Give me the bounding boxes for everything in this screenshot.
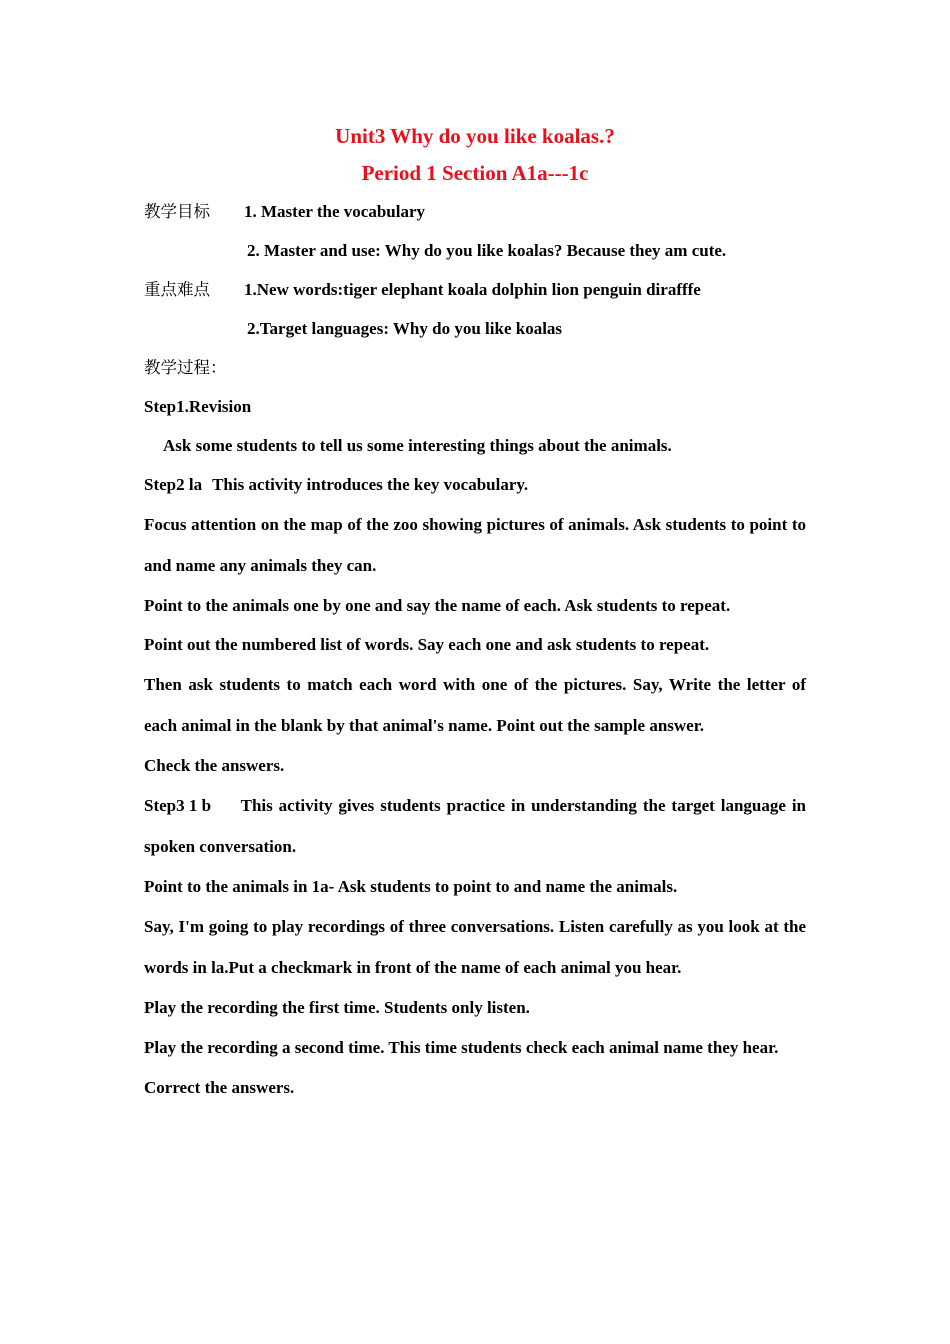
paragraph-numbered-list: Point out the numbered list of words. Say each one and ask students to repeat. <box>144 635 710 654</box>
objectives-row <box>144 192 806 231</box>
paragraph-second-time: Play the recording a second time. This time students check each animal name they hear. <box>144 1038 779 1057</box>
keypoint-2: 2.Target languages: Why do you like koalas <box>247 319 563 338</box>
process-row <box>144 348 806 387</box>
keypoints-label: 重点难点 <box>144 280 210 299</box>
paragraph-point-animals: Point to the animals one by one and say the name of each. Ask students to repeat. <box>144 596 731 615</box>
keypoint-1: 1.New words:tiger elephant koala dolphin lion penguin dirafffe <box>244 280 701 299</box>
paragraph-match-words: Then ask students to match each word with one of the pictures. Say, Write the letter of each animal in the blank by that animal's name. Point out the sample answer. <box>144 675 806 735</box>
paragraph-first-time: Play the recording the first time. Students only listen. <box>144 998 530 1017</box>
keypoints-row <box>144 270 806 309</box>
paragraph-check-answers: Check the answers. <box>144 756 285 775</box>
paragraph-point-1a: Point to the animals in 1a- Ask students to point to and name the animals. <box>144 877 678 896</box>
unit-title: Unit3 Why do you like koalas.? <box>335 124 615 148</box>
document-page <box>144 118 806 1107</box>
step3-heading: Step3 1 b <box>144 796 212 815</box>
step1-heading: Step1.Revision <box>144 397 252 416</box>
paragraph-focus-map: Focus attention on the map of the zoo showing pictures of animals. Ask students to point to and name any animals they can. <box>144 515 806 575</box>
step2-description: This activity introduces the key vocabulary. <box>212 475 529 494</box>
objectives-label: 教学目标 <box>144 202 210 221</box>
objective-2: 2. Master and use: Why do you like koalas? Because they am cute. <box>247 241 727 260</box>
step2-heading: Step2 la <box>144 475 203 494</box>
period-title: Period 1 Section A1a---1c <box>361 161 589 185</box>
paragraph-correct-answers: Correct the answers. <box>144 1078 295 1097</box>
step2-row <box>144 465 806 504</box>
step3-row <box>144 785 806 867</box>
objective-1: 1. Master the vocabulary <box>244 202 425 221</box>
paragraph-play-recordings: Say, I'm going to play recordings of three conversations. Listen carefully as you look at the words in la.Put a checkmark in front of the name of each animal you hear. <box>144 917 806 977</box>
step3-description: This activity gives students practice in understanding the target language in spoken conversation. <box>144 796 806 856</box>
process-label: 教学过程： <box>144 358 227 377</box>
step1-text: Ask some students to tell us some interesting things about the animals. <box>163 436 672 455</box>
